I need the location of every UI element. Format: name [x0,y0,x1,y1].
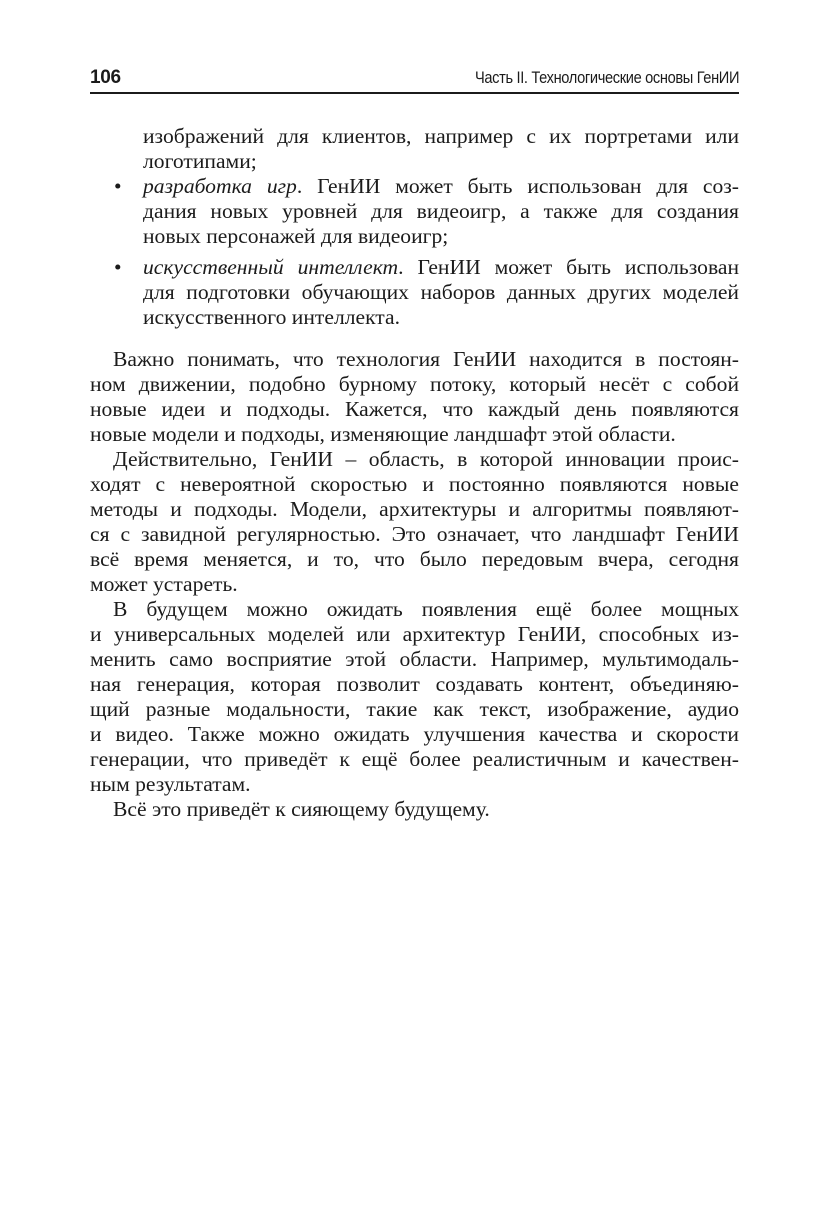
text-line: дания новых уровней для видеоигр, а также для создания [143,199,739,223]
text-line [143,174,739,199]
list-item-text: . ГенИИ может быть использован для соз- [296,174,740,198]
text-line: Важно понимать, что технология ГенИИ находится в постоян- [113,347,739,371]
list-item [114,174,740,249]
bullet-icon: • [114,255,122,279]
list-continuation [143,124,739,174]
text-line: ном движении, подобно бурному потоку, который несёт с собой [90,372,739,396]
text-line: ся с завидной регулярностью. Это означает, что ландшафт ГенИИ [90,522,739,546]
paragraph [90,597,739,797]
list-item-term: искусственный интеллект [143,255,399,279]
bullet-list [90,124,739,330]
text-line: ная генерация, которая позволит создавать контент, объединяю- [90,672,739,696]
text-line: новые идеи и подходы. Кажется, что каждый день появляются [90,397,739,421]
text-line: ходят с невероятной скоростью и постоянно появляются новые [90,472,739,496]
text-line: для подготовки обучающих наборов данных других моделей [143,280,739,304]
text-line: новых персонажей для видеоигр; [143,224,449,248]
text-line: и универсальных моделей или архитектур ГенИИ, способных из- [90,622,739,646]
text-line: щий разные модальности, такие как текст, изображение, аудио [90,697,739,721]
page-body [90,124,739,822]
text-line [143,255,739,280]
list-item [114,255,740,330]
bullet-icon: • [114,174,122,198]
list-item-text: . ГенИИ может быть использован [398,255,740,279]
text-line: может устареть. [90,572,238,596]
text-line: и видео. Также можно ожидать улучшения качества и скорости [90,722,739,746]
paragraph [90,347,739,447]
text-line: всё время меняется, и то, что было передовым вчера, сегодня [90,547,739,571]
paragraph [90,447,739,597]
text-line: Всё это приведёт к сияющему будущему. [113,797,490,821]
page-number: 106 [90,67,121,88]
text-line: Действительно, ГенИИ – область, в которой инновации проис- [113,447,739,471]
text-line: методы и подходы. Модели, архитектуры и алгоритмы появляют- [90,497,739,521]
text-line: ным результатам. [90,772,251,796]
text-line: В будущем можно ожидать появления ещё более мощных [113,597,739,621]
text-line: генерации, что приведёт к ещё более реалистичным и качествен- [90,747,739,771]
paragraph [90,797,739,822]
text-line: логотипами; [143,149,257,173]
text-line: изображений для клиентов, например с их портретами или [143,124,739,148]
running-title: Часть II. Технологические основы ГенИИ [474,68,739,87]
page-header [90,66,739,94]
text-line: новые модели и подходы, изменяющие ландшафт этой области. [90,422,676,446]
text-line: менить само восприятие этой области. Например, мультимодаль- [90,647,739,671]
text-line: искусственного интеллекта. [143,305,400,329]
list-item-term: разработка игр [143,174,297,198]
